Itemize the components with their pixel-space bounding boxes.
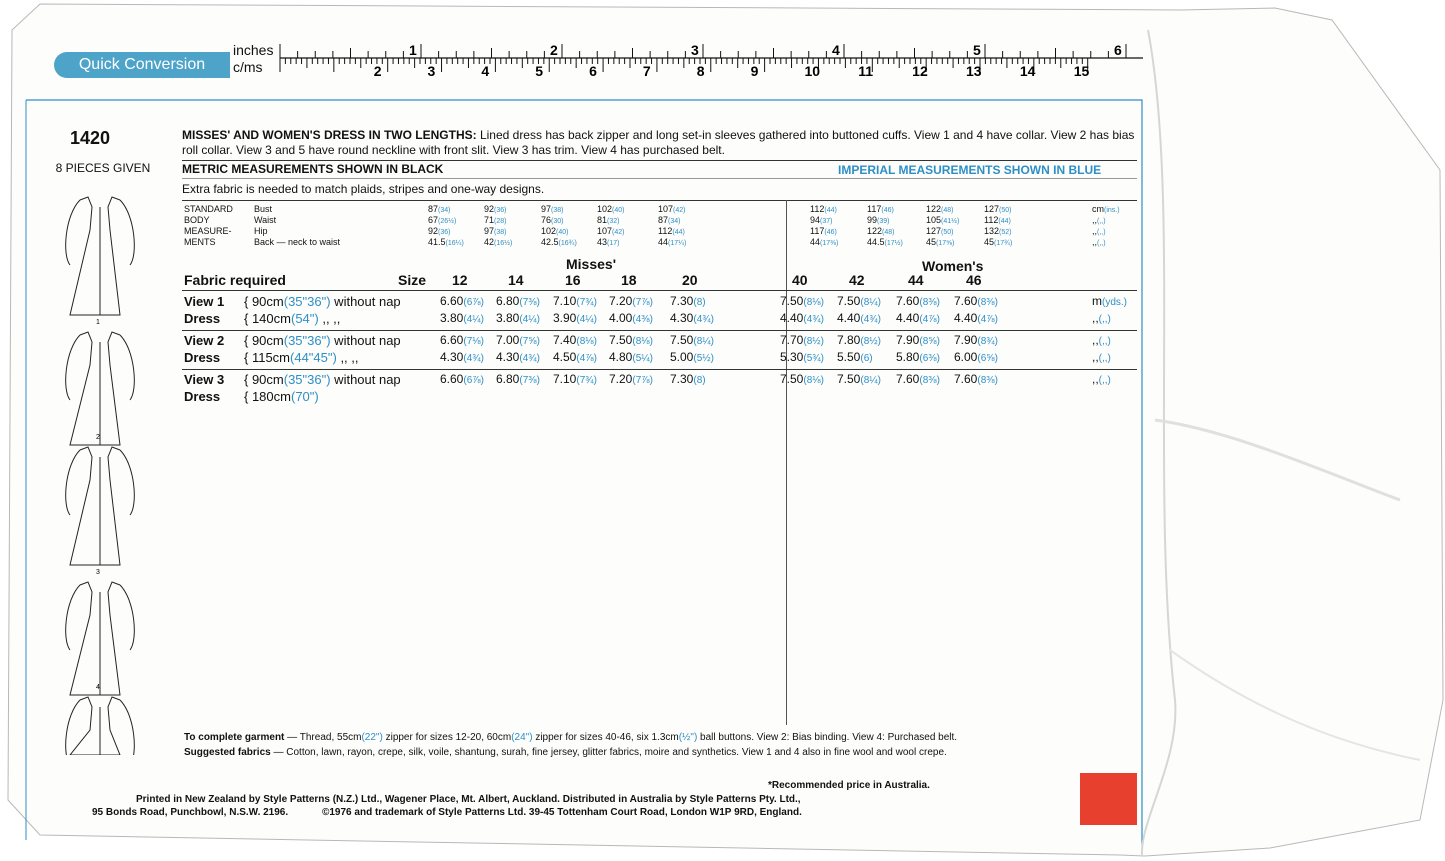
body-value: 43(17) xyxy=(597,237,620,247)
body-value: 117(46) xyxy=(867,204,894,214)
fabric-yardage: 4.80(5¼) xyxy=(609,350,653,364)
fabric-yardage: 7.50(8¼) xyxy=(837,372,881,386)
cm-mark: 4 xyxy=(481,63,490,78)
size-header: Size xyxy=(398,272,427,288)
fabric-yardage: 7.80(8½) xyxy=(837,333,881,347)
extra-fabric-note: Extra fabric is needed to match plaids, stripes and one-way designs. xyxy=(182,182,545,196)
unit-label: ,,(,,) xyxy=(1092,372,1111,386)
body-value: 102(40) xyxy=(541,226,569,236)
body-value: 132(52) xyxy=(984,226,1012,236)
size-column: 20 xyxy=(682,272,698,288)
size-column: 42 xyxy=(849,272,865,288)
body-value: 127(50) xyxy=(984,204,1012,214)
unit-label: ,,(,,) xyxy=(1092,237,1106,247)
body-value: 67(26½) xyxy=(428,215,457,225)
recommended-price: *Recommended price in Australia. xyxy=(768,780,930,791)
fabric-yardage: 4.30(4¾) xyxy=(440,350,484,364)
body-value: 71(28) xyxy=(484,215,507,225)
body-value: 44.5(17½) xyxy=(867,237,903,247)
fabric-yardage: 3.80(4¼) xyxy=(440,311,484,325)
fabric-yardage: 7.60(8⅜) xyxy=(954,372,998,386)
inch-mark: 3 xyxy=(691,42,699,58)
view-illustrations xyxy=(40,195,170,755)
size-column: 44 xyxy=(908,272,924,288)
unit-label: ,,(,,) xyxy=(1092,333,1111,347)
fabric-yardage: 6.60(6⅞) xyxy=(440,294,484,308)
view-figure xyxy=(66,697,135,755)
fabric-yardage: 5.50(6) xyxy=(837,350,873,364)
fabric-width: { 180cm(70") xyxy=(244,389,319,404)
fabric-yardage: 6.60(6⅞) xyxy=(440,372,484,386)
body-group-label: BODY xyxy=(184,215,210,225)
fabric-yardage: 4.40(4⅞) xyxy=(954,311,998,325)
size-column: 16 xyxy=(565,272,581,288)
fabric-row-label: Dress xyxy=(184,311,221,326)
unit-label: ,,(,,) xyxy=(1092,226,1106,236)
pattern-description xyxy=(182,128,1137,158)
fabric-yardage: 7.50(8⅛) xyxy=(780,294,824,308)
fabric-yardage: 4.00(4⅜) xyxy=(609,311,653,325)
fabric-row-label: View 1 xyxy=(184,294,225,309)
inch-mark: 4 xyxy=(832,42,840,58)
cm-mark: 12 xyxy=(912,63,928,78)
size-column: 40 xyxy=(792,272,808,288)
body-value: 45(17⅝) xyxy=(926,237,955,247)
fabric-yardage: 5.00(5½) xyxy=(670,350,714,364)
fabric-yardage: 3.90(4¼) xyxy=(553,311,597,325)
body-group-label: MEASURE- xyxy=(184,226,232,236)
fabric-row-label: Dress xyxy=(184,389,221,404)
cm-mark: 9 xyxy=(750,63,759,78)
printed-by: Printed in New Zealand by Style Patterns (N.Z.) Ltd., Wagener Place, Mt. Albert, Auckland. Distributed in Australia by Style Patterns Pty. Ltd., xyxy=(136,794,801,805)
metric-note: METRIC MEASUREMENTS SHOWN IN BLACK xyxy=(182,162,444,176)
view-figure xyxy=(66,582,135,695)
fabric-yardage: 7.60(8⅜) xyxy=(896,294,940,308)
inch-mark: 2 xyxy=(550,42,558,58)
body-value: 107(42) xyxy=(658,204,686,214)
fabric-yardage: 7.70(8½) xyxy=(780,333,824,347)
pieces-given: 8 PIECES GIVEN xyxy=(55,161,151,175)
fabric-row-label: View 2 xyxy=(184,333,225,348)
fabric-yardage: 7.20(7⅞) xyxy=(609,372,653,386)
unit-label: m(yds.) xyxy=(1092,294,1127,308)
fabric-yardage: 7.10(7¾) xyxy=(553,294,597,308)
suggested-fabrics-note: Suggested fabrics — Cotton, lawn, rayon, crepe, silk, voile, shantung, surah, fine jersey, glitter fabrics, moire and synthetics. View 1 and 4 also in fine wool and wool crepe. xyxy=(184,747,947,758)
body-value: 92(36) xyxy=(484,204,507,214)
fabric-yardage: 7.20(7⅞) xyxy=(609,294,653,308)
fabric-yardage: 5.30(5¾) xyxy=(780,350,824,364)
inches-label: inches xyxy=(233,42,274,58)
cm-mark: 3 xyxy=(427,63,436,78)
cm-mark: 14 xyxy=(1019,63,1036,78)
fabric-yardage: 7.30(8) xyxy=(670,372,706,386)
body-value: 42(16½) xyxy=(484,237,513,247)
fabric-yardage: 7.30(8) xyxy=(670,294,706,308)
fabric-row-label: Dress xyxy=(184,350,221,365)
distributor-address: 95 Bonds Road, Punchbowl, N.S.W. 2196. xyxy=(92,807,289,818)
body-measure-label: Bust xyxy=(254,204,273,214)
size-column: 12 xyxy=(452,272,468,288)
cm-mark: 15 xyxy=(1073,63,1090,78)
pattern-number: 1420 xyxy=(70,128,111,148)
fabric-yardage: 4.40(4¾) xyxy=(837,311,881,325)
body-value: 127(50) xyxy=(926,226,954,236)
cm-mark: 8 xyxy=(696,63,705,78)
conversion-ruler xyxy=(228,38,1143,78)
view-number: 4 xyxy=(96,684,100,691)
fabric-yardage: 7.10(7¾) xyxy=(553,372,597,386)
cm-label: c/ms xyxy=(233,59,263,75)
view-figure xyxy=(66,332,135,445)
fabric-yardage: 5.80(6⅜) xyxy=(896,350,940,364)
body-value: 45(17¾) xyxy=(984,237,1013,247)
copyright: ©1976 and trademark of Style Patterns Ltd. 39-45 Tottenham Court Road, London W1P 9RD, England. xyxy=(322,807,802,818)
body-value: 107(42) xyxy=(597,226,625,236)
fabric-yardage: 6.60(7⅛) xyxy=(440,333,484,347)
body-value: 112(44) xyxy=(658,226,685,236)
cm-mark: 5 xyxy=(535,63,544,78)
unit-label: ,,(,,) xyxy=(1092,350,1111,364)
fabric-yardage: 6.00(6⅝) xyxy=(954,350,998,364)
cm-mark: 7 xyxy=(642,63,651,78)
view-number: 3 xyxy=(96,569,100,576)
fabric-yardage: 7.60(8⅜) xyxy=(896,372,940,386)
description-text: Lined dress has back zipper and long set-in sleeves gathered into buttoned cuffs. View 1 and 4 have collar. View 2 has bias roll collar. View 3 and 5 have round neckline with front slit. View 3 has trim. View 4 has purchased belt. xyxy=(182,128,1135,157)
body-group-label: MENTS xyxy=(184,237,216,247)
fabric-width: { 115cm(44"45") ,, ,, xyxy=(244,350,359,365)
body-measure-label: Back — neck to waist xyxy=(254,237,341,247)
body-value: 81(32) xyxy=(597,215,620,225)
fabric-yardage: 3.80(4¼) xyxy=(496,311,540,325)
fabric-yardage: 4.30(4¾) xyxy=(496,350,540,364)
misses-header: Misses' xyxy=(566,256,617,272)
fabric-width: { 140cm(54") ,, ,, xyxy=(244,311,341,326)
cm-mark: 6 xyxy=(589,63,597,78)
fabric-width: { 90cm(35"36") without nap xyxy=(244,294,401,309)
fabric-yardage: 7.50(8⅛) xyxy=(780,372,824,386)
body-value: 105(41½) xyxy=(926,215,960,225)
view-figure xyxy=(66,197,135,315)
size-column: 14 xyxy=(508,272,524,288)
fabric-required-header: Fabric required xyxy=(184,272,286,288)
body-value: 87(34) xyxy=(658,215,681,225)
description-title: MISSES' AND WOMEN'S DRESS IN TWO LENGTHS: xyxy=(182,128,477,142)
fabric-yardage: 6.80(7⅜) xyxy=(496,294,540,308)
view-number: 2 xyxy=(96,434,100,441)
view-figure xyxy=(66,447,135,565)
cm-mark: 10 xyxy=(804,63,821,78)
fabric-yardage: 7.50(8¼) xyxy=(837,294,881,308)
view-number: 1 xyxy=(96,319,100,326)
body-measure-label: Hip xyxy=(254,226,268,236)
body-value: 97(38) xyxy=(541,204,564,214)
inch-mark: 6 xyxy=(1114,42,1122,58)
fabric-yardage: 7.00(7⅝) xyxy=(496,333,540,347)
body-value: 97(38) xyxy=(484,226,507,236)
fabric-width: { 90cm(35"36") without nap xyxy=(244,333,401,348)
fabric-yardage: 7.50(8¼) xyxy=(670,333,714,347)
unit-label: ,,(,,) xyxy=(1092,215,1106,225)
body-value: 112(44) xyxy=(984,215,1011,225)
body-value: 99(39) xyxy=(867,215,890,225)
inch-mark: 5 xyxy=(973,42,981,58)
body-value: 92(36) xyxy=(428,226,451,236)
body-value: 122(48) xyxy=(926,204,954,214)
fabric-yardage: 7.50(8⅛) xyxy=(609,333,653,347)
fabric-yardage: 7.90(8¾) xyxy=(954,333,998,347)
fabric-yardage: 4.50(4⅞) xyxy=(553,350,597,364)
inch-mark: 1 xyxy=(409,42,417,58)
body-value: 87(34) xyxy=(428,204,451,214)
body-value: 102(40) xyxy=(597,204,625,214)
unit-label: cm(ins.) xyxy=(1092,204,1120,214)
body-value: 122(48) xyxy=(867,226,895,236)
body-value: 112(44) xyxy=(810,204,837,214)
cm-mark: 11 xyxy=(858,63,874,78)
body-value: 44(17⅜) xyxy=(810,237,839,247)
body-value: 44(17¼) xyxy=(658,237,687,247)
fabric-yardage: 4.40(4⅞) xyxy=(896,311,940,325)
price-sticker xyxy=(1080,773,1137,825)
fabric-yardage: 7.60(8⅜) xyxy=(954,294,998,308)
unit-label: ,,(,,) xyxy=(1092,311,1111,325)
women-header: Women's xyxy=(922,258,984,274)
body-value: 94(37) xyxy=(810,215,833,225)
fabric-yardage: 7.90(8⅝) xyxy=(896,333,940,347)
fabric-width: { 90cm(35"36") without nap xyxy=(244,372,401,387)
body-measure-label: Waist xyxy=(254,215,277,225)
body-value: 76(30) xyxy=(541,215,564,225)
fabric-yardage: 6.80(7⅜) xyxy=(496,372,540,386)
fabric-yardage: 4.40(4¾) xyxy=(780,311,824,325)
complete-garment-note: To complete garment — Thread, 55cm(22") zipper for sizes 12-20, 60cm(24") zipper for sizes 40-46, six 1.3cm(½") ball buttons. View 2: Bias binding. View 4: Purchased belt. xyxy=(184,732,958,743)
cm-mark: 2 xyxy=(373,63,382,78)
size-column: 46 xyxy=(966,272,982,288)
fabric-row-label: View 3 xyxy=(184,372,225,387)
size-column: 18 xyxy=(621,272,637,288)
body-value: 117(46) xyxy=(810,226,837,236)
imperial-note: IMPERIAL MEASUREMENTS SHOWN IN BLUE xyxy=(838,163,1102,177)
body-value: 41.5(16¼) xyxy=(428,237,464,247)
quick-conversion-label: Quick Conversion xyxy=(54,52,230,78)
body-value: 42.5(16¾) xyxy=(541,237,577,247)
fabric-yardage: 7.40(8⅛) xyxy=(553,333,597,347)
cm-mark: 13 xyxy=(966,63,982,78)
body-group-label: STANDARD xyxy=(184,204,233,214)
fabric-yardage: 4.30(4¾) xyxy=(670,311,714,325)
